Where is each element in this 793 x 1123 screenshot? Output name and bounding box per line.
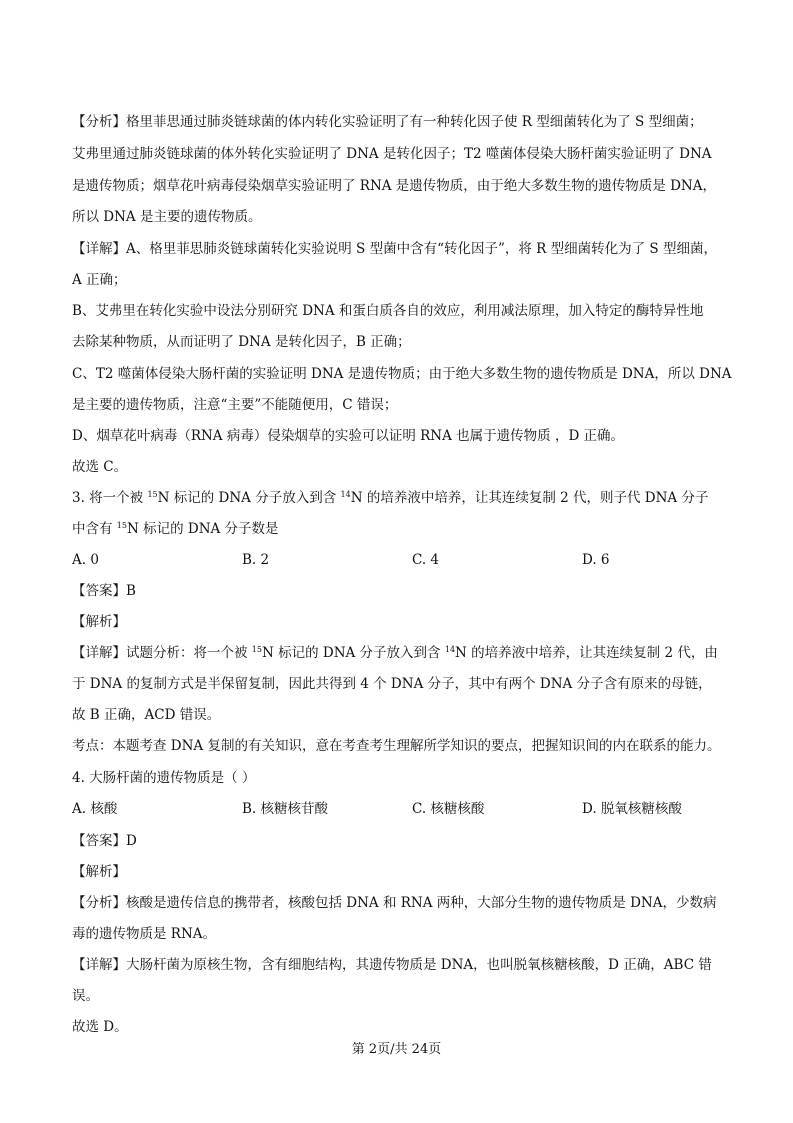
- option-b: B. 2: [242, 552, 270, 568]
- answer-line: 【答案】D: [72, 833, 137, 849]
- detail-line: 【详解】大肠杆菌为原核生物，含有细胞结构，其遗传物质是 DNA，也叫脱氧核糖核酸，D 正确，ABC 错: [72, 957, 712, 973]
- option-d: D. 脱氧核糖核酸: [582, 801, 682, 817]
- option-a: A. 核酸: [72, 801, 118, 817]
- analysis-line: 毒的遗传物质是 RNA。: [72, 926, 217, 942]
- option-b: B. 核糖核苷酸: [242, 801, 329, 817]
- question-3-stem-cont: 中含有 $^{15}$N 标记的 DNA 分子数是: [72, 521, 279, 537]
- option-c: C. 4: [412, 552, 440, 568]
- analysis-line: 【分析】格里菲思通过肺炎链球菌的体内转化实验证明了有一种转化因子使 R 型细菌转化为了 S 型细菌；: [72, 114, 703, 130]
- option-d: D. 6: [582, 552, 610, 568]
- detail-line: 于 DNA 的复制方式是半保留复制，因此共得到 4 个 DNA 分子，其中有两个 DNA 分子含有原来的母链，: [72, 676, 712, 692]
- page-footer: 第 2页/共 24页: [351, 1042, 442, 1057]
- choice-line: 故选 C。: [72, 459, 128, 475]
- analysis-line: 艾弗里通过肺炎链球菌的体外转化实验证明了 DNA 是转化因子；T2 噬菌体侵染大肠杆菌实验证明了 DNA: [72, 146, 712, 162]
- detail-line: 误。: [72, 988, 99, 1004]
- analysis-line: 【分析】核酸是遗传信息的携带者，核酸包括 DNA 和 RNA 两种，大部分生物的遗传物质是 DNA，少数病: [72, 895, 717, 911]
- detail-line: C、T2 噬菌体侵染大肠杆菌的实验证明 DNA 是遗传物质；由于绝大多数生物的遗传物质是 DNA，所以 DNA: [72, 366, 732, 382]
- detail-line: 故 B 正确，ACD 错误。: [72, 707, 221, 723]
- detail-line: 【详解】试题分析：将一个被 $^{15}$N 标记的 DNA 分子放入到含 $^{14}$N 的培养液中培养，让其连续复制 2 代，由: [72, 645, 718, 661]
- detail-line: 是主要的遗传物质，注意“主要”不能随便用，C 错误；: [72, 397, 398, 413]
- detail-line: B、艾弗里在转化实验中设法分别研究 DNA 和蛋白质各自的效应，利用减法原理，加入特定的酶特异性地: [72, 303, 704, 319]
- option-c: C. 核糖核酸: [412, 801, 485, 817]
- choice-line: 故选 D。: [72, 1019, 128, 1035]
- analysis-line: 所以 DNA 是主要的遗传物质。: [72, 209, 262, 225]
- analysis-heading: 【解析】: [72, 864, 126, 880]
- analysis-heading: 【解析】: [72, 614, 126, 630]
- question-3-stem: 3. 将一个被 $^{15}$N 标记的 DNA 分子放入到含 $^{14}$N 的培养液中培养，让其连续复制 2 代，则子代 DNA 分子: [72, 490, 709, 506]
- detail-line: 去除某种物质，从而证明了 DNA 是转化因子，B 正确；: [72, 334, 411, 350]
- detail-line: D、烟草花叶病毒（RNA 病毒）侵染烟草的实验可以证明 RNA 也属于遗传物质 ，D 正确。: [72, 428, 625, 444]
- question-4-stem: 4. 大肠杆菌的遗传物质是（ ）: [72, 770, 256, 786]
- answer-line: 【答案】B: [72, 583, 136, 599]
- kaodian-line: 考点：本题考查 DNA 复制的有关知识，意在考查考生理解所学知识的要点，把握知识间的内在联系的能力。: [72, 738, 721, 754]
- detail-line: 【详解】A、格里菲思肺炎链球菌转化实验说明 S 型菌中含有“转化因子”，将 R 型细菌转化为了 S 型细菌，: [72, 241, 717, 257]
- detail-line: A 正确；: [72, 272, 127, 288]
- option-a: A. 0: [72, 552, 99, 568]
- analysis-line: 是遗传物质；烟草花叶病毒侵染烟草实验证明了 RNA 是遗传物质，由于绝大多数生物的遗传物质是 DNA，: [72, 178, 716, 194]
